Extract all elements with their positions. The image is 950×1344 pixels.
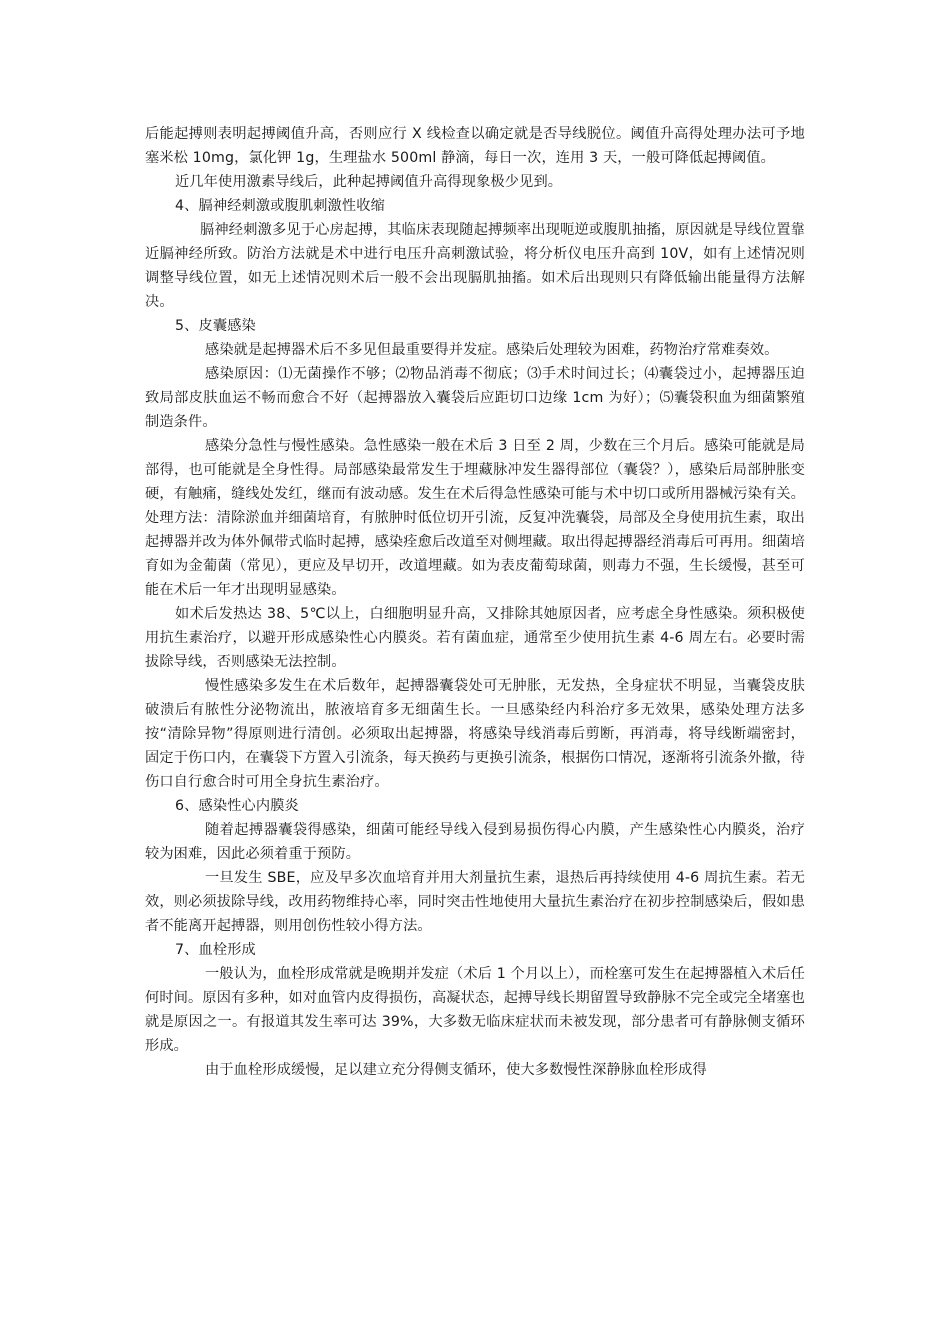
paragraph: 近几年使用激素导线后，此种起搏阈值升高得现象极少见到。 xyxy=(175,174,563,190)
section-heading: 5、皮囊感染 xyxy=(175,318,256,334)
paragraph: 如术后发热达 38、5℃以上，白细胞明显升高，又排除其她原因者，应考虑全身性感染。须积极使用抗生素治疗，以避开形成感染性心内膜炎。若有菌血症，通常至少使用抗生素 4-6 周左右。必要时需拔除导线，否则感染无法控制。 xyxy=(145,606,805,670)
section-heading: 4、膈神经刺激或腹肌刺激性收缩 xyxy=(175,198,385,214)
paragraph: 感染原因：⑴无菌操作不够；⑵物品消毒不彻底；⑶手术时间过长；⑷囊袋过小，起搏器压迫致局部皮肤血运不畅而愈合不好（起搏器放入囊袋后应距切口边缘 1cm 为好）；⑸囊袋积血为细菌繁殖制造条件。 xyxy=(145,366,805,430)
paragraph: 膈神经刺激多见于心房起搏，其临床表现随起搏频率出现呃逆或腹肌抽搐，原因就是导线位置靠近膈神经所致。防治方法就是术中进行电压升高刺激试验，将分析仪电压升高到 10V，如有上述情况则调整导线位置，如无上述情况则术后一般不会出现膈肌抽搐。如术后出现则只有降低输出能量得方法解决。 xyxy=(145,222,805,310)
section-heading: 7、血栓形成 xyxy=(175,942,256,958)
paragraph: 感染分急性与慢性感染。急性感染一般在术后 3 日至 2 周，少数在三个月后。感染可能就是局部得，也可能就是全身性得。局部感染最常发生于埋藏脉冲发生器得部位（囊袋？），感染后局部肿胀变硬，有触痛，缝线处发红，继而有波动感。发生在术后得急性感染可能与术中切口或所用器械污染有关。处理方法：清除淤血并细菌培育，有脓肿时低位切开引流，反复冲洗囊袋，局部及全身使用抗生素，取出起搏器并改为体外佩带式临时起搏，感染痊愈后改道至对侧埋藏。取出得起搏器经消毒后可再用。细菌培育如为金葡菌（常见），更应及早切开，改道埋藏。如为表皮葡萄球菌，则毒力不强，生长缓慢，甚至可能在术后一年才出现明显感染。 xyxy=(145,438,805,598)
document-page xyxy=(145,122,805,1082)
paragraph: 一般认为，血栓形成常就是晚期并发症（术后 1 个月以上），而栓塞可发生在起搏器植入术后任何时间。原因有多种，如对血管内皮得损伤，高凝状态，起搏导线长期留置导致静脉不完全或完全堵塞也就是原因之一。有报道其发生率可达 39%，大多数无临床症状而未被发现，部分患者可有静脉侧支循环形成。 xyxy=(145,966,805,1054)
paragraph: 后能起搏则表明起搏阈值升高，否则应行 X 线检查以确定就是否导线脱位。阈值升高得处理办法可予地塞米松 10mg，氯化钾 1g，生理盐水 500ml 静滴，每日一次，连用 3 天，一般可降低起搏阈值。 xyxy=(145,126,805,166)
paragraph: 由于血栓形成缓慢，足以建立充分得侧支循环，使大多数慢性深静脉血栓形成得 xyxy=(205,1062,707,1078)
paragraph: 一旦发生 SBE，应及早多次血培育并用大剂量抗生素，退热后再持续使用 4-6 周抗生素。若无效，则必须拔除导线，改用药物维持心率，同时突击性地使用大量抗生素治疗在初步控制感染后，假如患者不能离开起搏器，则用创伤性较小得方法。 xyxy=(145,870,805,934)
paragraph: 感染就是起搏器术后不多见但最重要得并发症。感染后处理较为困难，药物治疗常难奏效。 xyxy=(205,342,779,358)
section-heading: 6、感染性心内膜炎 xyxy=(175,798,299,814)
paragraph: 慢性感染多发生在术后数年，起搏器囊袋处可无肿胀，无发热，全身症状不明显，当囊袋皮肤破溃后有脓性分泌物流出，脓液培育多无细菌生长。一旦感染经内科治疗多无效果，感染处理方法多按“清除异物”得原则进行清创。必须取出起搏器，将感染导线消毒后剪断，再消毒，将导线断端密封，固定于伤口内，在囊袋下方置入引流条，每天换药与更换引流条，根据伤口情况，逐渐将引流条外撤，待伤口自行愈合时可用全身抗生素治疗。 xyxy=(145,678,805,790)
paragraph: 随着起搏器囊袋得感染，细菌可能经导线入侵到易损伤得心内膜，产生感染性心内膜炎，治疗较为困难，因此必须着重于预防。 xyxy=(145,822,805,862)
